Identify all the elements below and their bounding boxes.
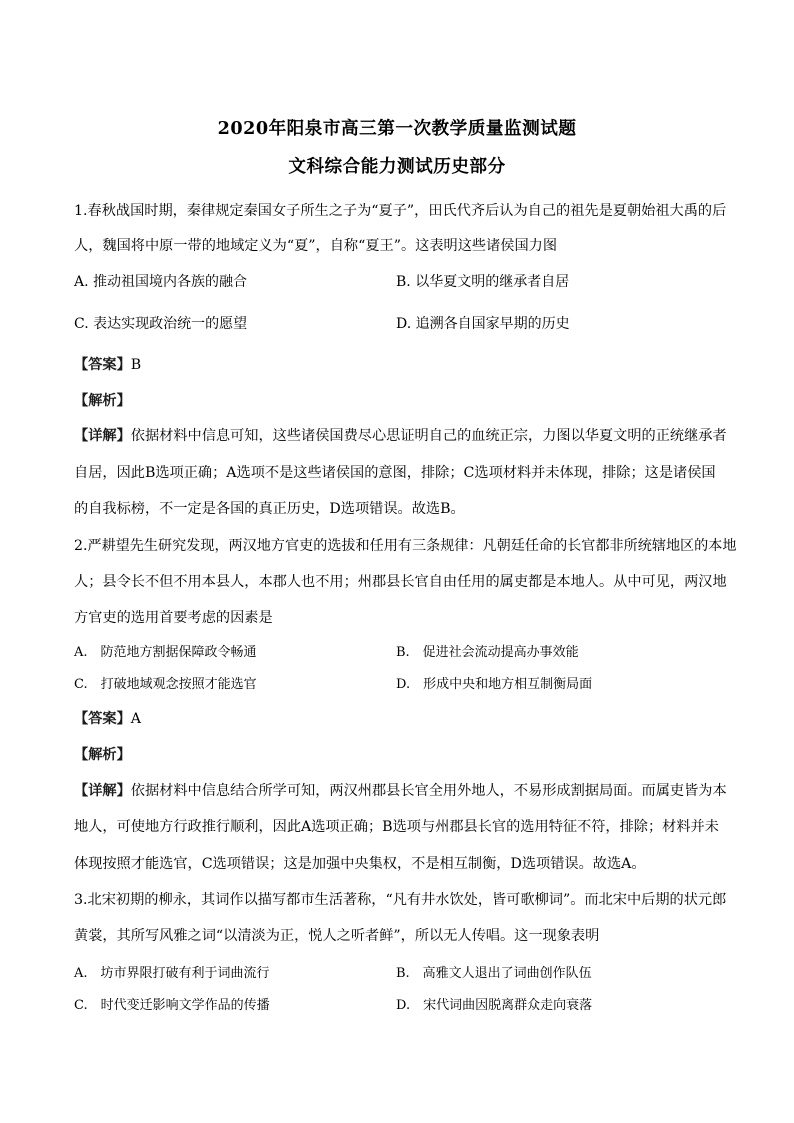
q2-detail-line3: 体现按照才能选官，C选项错误；这是加强中央集权，不是相互制衡，D选项错误。故选A。 [74, 856, 646, 872]
q2-option-d: D. 形成中央和地方相互制衡局面 [396, 677, 593, 692]
q2-stem-line2: 人；县令长不但不用本县人，本郡人也不用；州郡县长官自由任用的属吏都是本地人。从中可见，两汉地 [74, 574, 727, 590]
q2-answer: 【答案】A [74, 711, 142, 727]
q1-detail-line2: 自居，因此B选项正确；A选项不是这些诸侯国的意图，排除；C选项材料并未体现，排除；这是诸侯国 [74, 465, 716, 481]
q1-stem-line1: 1.春秋战国时期，秦律规定秦国女子所生之子为“夏子”，田氏代齐后认为自己的祖先是夏朝始祖大禹的后 [74, 203, 727, 219]
q2-detail-line1: 【详解】依据材料中信息结合所学可知，两汉州郡县长官全用外地人，不易形成割据局面。而属吏皆为本 [74, 783, 727, 799]
q2-answer-value: A [130, 711, 142, 727]
q3-option-c: C. 时代变迁影响文学作品的传播 [74, 998, 270, 1013]
q2-detail-line2: 地人，可使地方行政推行顺利，因此A选项正确；B选项与州郡县长官的选用特征不符，排除；材料并未 [74, 819, 719, 835]
q3-stem-line2: 黄裳，其所写风雅之词“以清淡为正，悦人之听者鲜”，所以无人传唱。这一现象表明 [74, 928, 600, 944]
q2-option-c: C. 打破地域观念按照才能选官 [74, 677, 257, 692]
q2-analysis-label: 【解析】 [74, 747, 131, 763]
page-subtitle: 文科综合能力测试历史部分 [288, 156, 506, 177]
q3-option-b: B. 高雅文人退出了词曲创作队伍 [396, 966, 592, 981]
q1-stem-line2: 人，魏国将中原一带的地域定义为“夏”，自称“夏王”。这表明这些诸侯国力图 [74, 238, 558, 254]
q1-option-c: C. 表达实现政治统一的愿望 [74, 316, 248, 332]
page-title: 2020年阳泉市高三第一次教学质量监测试题 [217, 118, 577, 139]
q2-option-a: A. 防范地方割据保障政令畅通 [74, 645, 257, 660]
q2-stem-line3: 方官吏的选用首要考虑的因素是 [74, 610, 273, 626]
q1-answer-value: B [130, 357, 142, 373]
q3-option-a: A. 坊市界限打破有利于词曲流行 [74, 966, 270, 981]
q1-option-a: A. 推动祖国境内各族的融合 [74, 274, 248, 290]
q1-detail-line3: 的自我标榜，不一定是各国的真正历史，D选项错误。故选B。 [74, 501, 465, 517]
q3-stem-line1: 3.北宋初期的柳永，其词作以描写都市生活著称，“凡有井水饮处，皆可歌柳词”。而北宋中后期的状元郎 [74, 892, 727, 908]
q3-option-d: D. 宋代词曲因脱离群众走向衰落 [396, 998, 593, 1013]
q1-analysis-label: 【解析】 [74, 393, 131, 409]
q1-option-b: B. 以华夏文明的继承者自居 [396, 274, 570, 290]
q1-answer [74, 354, 141, 374]
q2-stem-line1: 2.严耕望先生研究发现，两汉地方官吏的选拔和任用有三条规律：凡朝廷任命的长官都非所统辖地区的本地 [74, 538, 737, 554]
q2-option-b: B. 促进社会流动提高办事效能 [396, 645, 579, 660]
q1-detail-line1: 【详解】依据材料中信息可知，这些诸侯国费尽心思证明自己的血统正宗，力图以华夏文明的正统继承者 [74, 428, 727, 444]
q1-option-d: D. 追溯各自国家早期的历史 [396, 316, 570, 332]
answer-label: 【答案】 [74, 357, 131, 373]
